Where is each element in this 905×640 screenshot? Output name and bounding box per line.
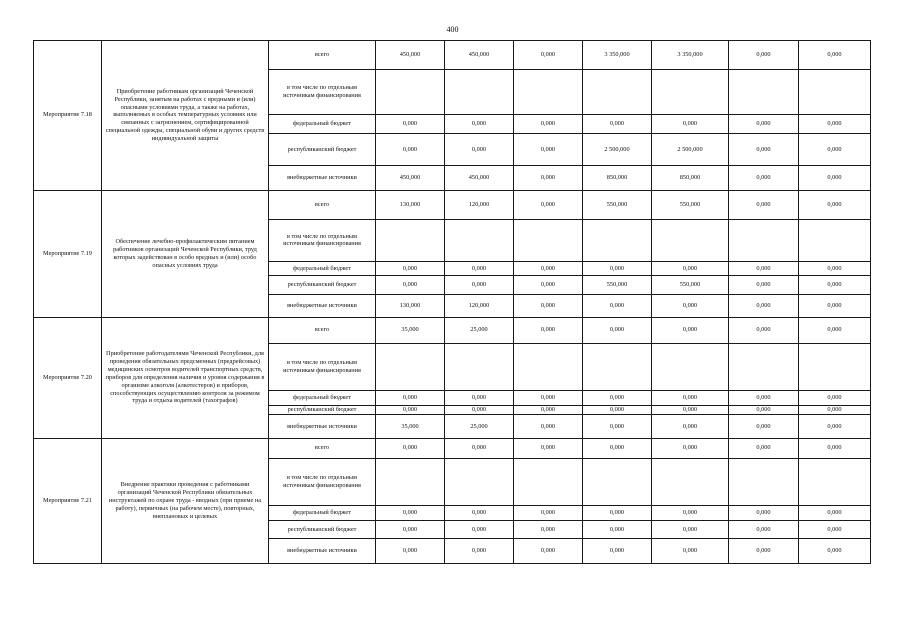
amount-cell — [514, 459, 583, 506]
table-row — [34, 438, 871, 458]
amount-cell: 0,000 — [583, 262, 652, 276]
table-row — [34, 317, 871, 343]
amount-cell: 0,000 — [729, 390, 799, 405]
amount-cell: 0,000 — [376, 521, 445, 539]
amount-cell: 0,000 — [652, 114, 729, 133]
measure-name: Мероприятие 7.18 — [34, 41, 102, 191]
amount-cell: 0,000 — [583, 438, 652, 458]
funding-source: внебюджетные источники — [269, 415, 376, 439]
amount-cell: 0,000 — [583, 521, 652, 539]
amount-cell: 0,000 — [583, 295, 652, 317]
amount-cell: 0,000 — [729, 295, 799, 317]
amount-cell: 0,000 — [445, 276, 514, 295]
amount-cell: 0,000 — [729, 41, 799, 70]
amount-cell: 850,000 — [652, 166, 729, 191]
amount-cell: 550,000 — [652, 276, 729, 295]
amount-cell: 0,000 — [652, 539, 729, 564]
amount-cell: 0,000 — [729, 506, 799, 521]
amount-cell: 0,000 — [799, 390, 871, 405]
amount-cell: 0,000 — [729, 521, 799, 539]
amount-cell: 0,000 — [583, 506, 652, 521]
amount-cell: 0,000 — [729, 415, 799, 439]
amount-cell: 0,000 — [799, 276, 871, 295]
amount-cell: 550,000 — [652, 190, 729, 219]
amount-cell: 0,000 — [652, 262, 729, 276]
funding-source: всего — [269, 317, 376, 343]
amount-cell: 0,000 — [799, 438, 871, 458]
amount-cell: 0,000 — [514, 41, 583, 70]
amount-cell — [583, 219, 652, 262]
amount-cell: 0,000 — [583, 539, 652, 564]
amount-cell: 0,000 — [652, 317, 729, 343]
amount-cell: 0,000 — [799, 539, 871, 564]
amount-cell — [799, 219, 871, 262]
amount-cell: 0,000 — [729, 134, 799, 166]
amount-cell: 0,000 — [729, 276, 799, 295]
amount-cell: 0,000 — [729, 317, 799, 343]
amount-cell: 0,000 — [376, 262, 445, 276]
measure-description: Приобретение работодателями Чеченской Республики, для проведения обязательных предсменных (предрейсовых) медицинских осмотров водителей транспортных средств, приборов для определения наличия и уровня содержания в организме алкоголя (алкотестеров) и приборов, способствующих осуществлению контроля за режимом труда и отдыха водителей (тахографов) — [102, 317, 269, 438]
funding-source: республиканский бюджет — [269, 134, 376, 166]
amount-cell — [376, 219, 445, 262]
amount-cell: 0,000 — [652, 506, 729, 521]
amount-cell: 0,000 — [514, 114, 583, 133]
funding-source: федеральный бюджет — [269, 262, 376, 276]
amount-cell: 0,000 — [799, 190, 871, 219]
amount-cell: 0,000 — [583, 114, 652, 133]
amount-cell: 0,000 — [729, 539, 799, 564]
amount-cell: 450,000 — [445, 41, 514, 70]
amount-cell — [445, 219, 514, 262]
amount-cell: 450,000 — [376, 41, 445, 70]
amount-cell: 0,000 — [376, 438, 445, 458]
amount-cell: 0,000 — [583, 317, 652, 343]
amount-cell: 0,000 — [583, 405, 652, 415]
amount-cell: 0,000 — [376, 405, 445, 415]
amount-cell: 0,000 — [799, 295, 871, 317]
amount-cell — [514, 219, 583, 262]
amount-cell — [652, 69, 729, 114]
amount-cell: 2 500,000 — [652, 134, 729, 166]
amount-cell: 550,000 — [583, 190, 652, 219]
table-row — [34, 41, 871, 70]
amount-cell: 0,000 — [514, 539, 583, 564]
amount-cell — [729, 219, 799, 262]
amount-cell — [799, 69, 871, 114]
funding-source: всего — [269, 438, 376, 458]
budget-table — [33, 40, 871, 564]
amount-cell: 0,000 — [799, 114, 871, 133]
amount-cell: 0,000 — [729, 166, 799, 191]
amount-cell — [652, 459, 729, 506]
amount-cell: 0,000 — [729, 190, 799, 219]
amount-cell: 3 350,000 — [652, 41, 729, 70]
amount-cell — [445, 459, 514, 506]
amount-cell: 0,000 — [445, 134, 514, 166]
page-number: 400 — [446, 25, 459, 34]
amount-cell: 0,000 — [445, 390, 514, 405]
amount-cell: 0,000 — [799, 405, 871, 415]
amount-cell: 130,000 — [376, 295, 445, 317]
amount-cell: 0,000 — [514, 190, 583, 219]
amount-cell: 0,000 — [799, 41, 871, 70]
amount-cell: 0,000 — [652, 405, 729, 415]
measure-description: Обеспечение лечебно-профилактическим питанием работников организаций Чеченской Республики, труд которых задействован в особо вредных и (или) особо опасных условиях труда — [102, 190, 269, 317]
amount-cell: 0,000 — [799, 134, 871, 166]
amount-cell: 0,000 — [514, 521, 583, 539]
amount-cell: 0,000 — [445, 405, 514, 415]
amount-cell: 0,000 — [376, 134, 445, 166]
amount-cell — [376, 69, 445, 114]
amount-cell: 120,000 — [445, 295, 514, 317]
measure-description: Приобретение работникам организаций Чеченской Республики, занятым на работах с вредными и (или) опасными условиями труда, а также на работах, выполняемых в особых температурных условиях или связанных с загрязнением, сертифицированной специальной одежды, специальной обуви и других средств индивидуальной защиты — [102, 41, 269, 191]
amount-cell: 2 500,000 — [583, 134, 652, 166]
amount-cell: 25,000 — [445, 317, 514, 343]
amount-cell — [729, 69, 799, 114]
amount-cell — [583, 459, 652, 506]
amount-cell: 0,000 — [729, 405, 799, 415]
amount-cell: 0,000 — [583, 390, 652, 405]
amount-cell: 0,000 — [514, 317, 583, 343]
amount-cell — [652, 343, 729, 390]
funding-source: в том числе по отдельным источникам финансирования — [269, 343, 376, 390]
amount-cell: 0,000 — [652, 295, 729, 317]
amount-cell: 0,000 — [445, 438, 514, 458]
funding-source: внебюджетные источники — [269, 166, 376, 191]
amount-cell: 35,000 — [376, 317, 445, 343]
amount-cell: 450,000 — [376, 166, 445, 191]
amount-cell — [445, 69, 514, 114]
amount-cell: 25,000 — [445, 415, 514, 439]
amount-cell — [445, 343, 514, 390]
funding-source: республиканский бюджет — [269, 276, 376, 295]
amount-cell: 0,000 — [514, 390, 583, 405]
amount-cell — [583, 69, 652, 114]
funding-source: федеральный бюджет — [269, 506, 376, 521]
amount-cell: 0,000 — [652, 521, 729, 539]
funding-source: республиканский бюджет — [269, 521, 376, 539]
measure-description: Внедрение практики проведения с работниками организаций Чеченской Республики обязательных инструктажей по охране труда - вводных (при приеме на работу), первичных (на рабочем месте), повторных, внеплановых и целевых — [102, 438, 269, 563]
funding-source: в том числе по отдельным источникам финансирования — [269, 69, 376, 114]
amount-cell: 0,000 — [445, 521, 514, 539]
amount-cell: 0,000 — [514, 166, 583, 191]
amount-cell: 0,000 — [652, 415, 729, 439]
amount-cell — [652, 219, 729, 262]
amount-cell: 0,000 — [376, 390, 445, 405]
amount-cell: 130,000 — [376, 190, 445, 219]
amount-cell: 0,000 — [376, 114, 445, 133]
amount-cell: 450,000 — [445, 166, 514, 191]
amount-cell: 0,000 — [445, 262, 514, 276]
amount-cell: 0,000 — [514, 276, 583, 295]
amount-cell: 0,000 — [799, 415, 871, 439]
amount-cell — [583, 343, 652, 390]
amount-cell — [514, 343, 583, 390]
funding-source: всего — [269, 41, 376, 70]
amount-cell: 0,000 — [799, 506, 871, 521]
amount-cell — [799, 343, 871, 390]
amount-cell: 0,000 — [514, 295, 583, 317]
amount-cell: 0,000 — [376, 276, 445, 295]
amount-cell: 0,000 — [729, 262, 799, 276]
amount-cell: 0,000 — [514, 506, 583, 521]
amount-cell: 0,000 — [445, 539, 514, 564]
amount-cell: 550,000 — [583, 276, 652, 295]
amount-cell: 850,000 — [583, 166, 652, 191]
amount-cell — [514, 69, 583, 114]
amount-cell: 0,000 — [514, 438, 583, 458]
funding-source: всего — [269, 190, 376, 219]
amount-cell: 0,000 — [445, 506, 514, 521]
amount-cell: 0,000 — [514, 405, 583, 415]
table-row — [34, 190, 871, 219]
amount-cell: 0,000 — [583, 415, 652, 439]
funding-source: внебюджетные источники — [269, 295, 376, 317]
amount-cell: 0,000 — [729, 114, 799, 133]
budget-table-body — [34, 41, 871, 564]
amount-cell: 0,000 — [514, 262, 583, 276]
amount-cell — [799, 459, 871, 506]
funding-source: федеральный бюджет — [269, 390, 376, 405]
amount-cell: 0,000 — [376, 539, 445, 564]
amount-cell: 0,000 — [799, 317, 871, 343]
funding-source: в том числе по отдельным источникам финансирования — [269, 459, 376, 506]
funding-source: внебюджетные источники — [269, 539, 376, 564]
amount-cell: 0,000 — [514, 415, 583, 439]
amount-cell: 0,000 — [445, 114, 514, 133]
funding-source: в том числе по отдельным источникам финансирования — [269, 219, 376, 262]
measure-name: Мероприятие 7.20 — [34, 317, 102, 438]
amount-cell — [376, 459, 445, 506]
amount-cell: 0,000 — [799, 166, 871, 191]
amount-cell: 0,000 — [729, 438, 799, 458]
amount-cell: 0,000 — [514, 134, 583, 166]
amount-cell — [729, 459, 799, 506]
amount-cell: 0,000 — [799, 521, 871, 539]
funding-source: республиканский бюджет — [269, 405, 376, 415]
amount-cell: 0,000 — [652, 438, 729, 458]
amount-cell: 120,000 — [445, 190, 514, 219]
amount-cell: 3 350,000 — [583, 41, 652, 70]
measure-name: Мероприятие 7.21 — [34, 438, 102, 563]
measure-name: Мероприятие 7.19 — [34, 190, 102, 317]
amount-cell: 35,000 — [376, 415, 445, 439]
amount-cell — [729, 343, 799, 390]
amount-cell — [376, 343, 445, 390]
amount-cell: 0,000 — [376, 506, 445, 521]
funding-source: федеральный бюджет — [269, 114, 376, 133]
amount-cell: 0,000 — [799, 262, 871, 276]
amount-cell: 0,000 — [652, 390, 729, 405]
